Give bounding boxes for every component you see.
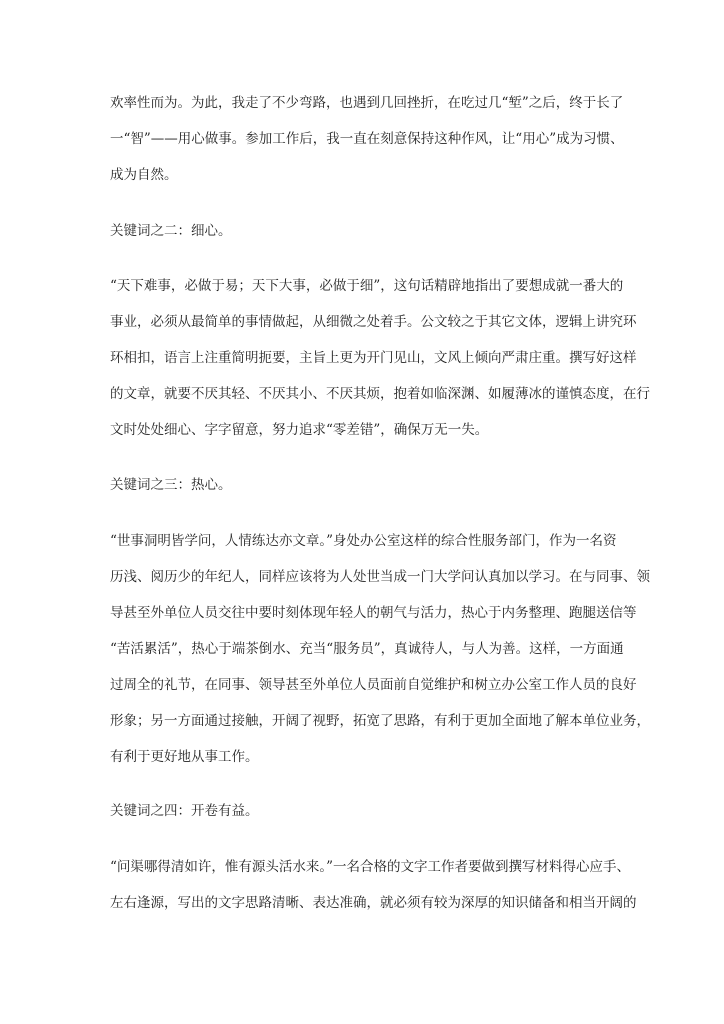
text-line: “苦活累活”，热心于端茶倒水、充当“服务员”，真诚待人，与人为善。这样，一方面通 (110, 641, 624, 657)
text-line: “世事洞明皆学问，人情练达亦文章。”身处办公室这样的综合性服务部门，作为一名资 (110, 533, 617, 549)
text-line: “天下难事，必做于易；天下大事，必做于细”，这句话精辟地指出了要想成就一番大的 (110, 278, 624, 294)
text-line: 形象；另一方面通过接触，开阔了视野，拓宽了思路，有利于更加全面地了解本单位业务， (110, 713, 650, 729)
text-line: 事业，必须从最简单的事情做起，从细微之处着手。公文较之于其它文体，逻辑上讲究环 (110, 314, 637, 330)
text-line: 左右逢源，写出的文字思路清晰、表达准确，就必须有较为深厚的知识储备和相当开阔的 (110, 895, 637, 911)
text-line: “问渠哪得清如许，惟有源头活水来。”一名合格的文字工作者要做到撰写材料得心应手、 (110, 859, 631, 875)
text-line: 环相扣，语言上注重简明扼要，主旨上更为开门见山，文风上倾向严肃庄重。撰写好这样 (110, 350, 637, 366)
section-heading: 关键词之三：热心。 (110, 477, 232, 493)
text-line: 有利于更好地从事工作。 (110, 749, 259, 765)
text-line: 欢率性而为。为此，我走了不少弯路，也遇到几回挫折，在吃过几“堑”之后，终于长了 (110, 95, 624, 111)
text-line: 的文章，就要不厌其轻、不厌其小、不厌其烦，抱着如临深渊、如履薄冰的谨慎态度，在行 (110, 386, 650, 402)
text-line: 历浅、阅历少的年纪人，同样应该将为人处世当成一门大学问认真加以学习。在与同事、领 (110, 569, 650, 585)
text-line: 成为自然。 (110, 167, 178, 183)
text-line: 一“智”——用心做事。参加工作后，我一直在刻意保持这种作风，让“用心”成为习惯、 (110, 131, 624, 147)
text-line: 导甚至外单位人员交往中要时刻体现年轻人的朝气与活力，热心于内务整理、跑腿送信等 (110, 605, 637, 621)
section-heading: 关键词之四：开卷有益。 (110, 803, 259, 819)
text-line: 文时处处细心、字字留意，努力追求“零差错”，确保万无一失。 (110, 422, 489, 438)
section-heading: 关键词之二：细心。 (110, 223, 232, 239)
text-line: 过周全的礼节，在同事、领导甚至外单位人员面前自觉维护和树立办公室工作人员的良好 (110, 677, 637, 693)
